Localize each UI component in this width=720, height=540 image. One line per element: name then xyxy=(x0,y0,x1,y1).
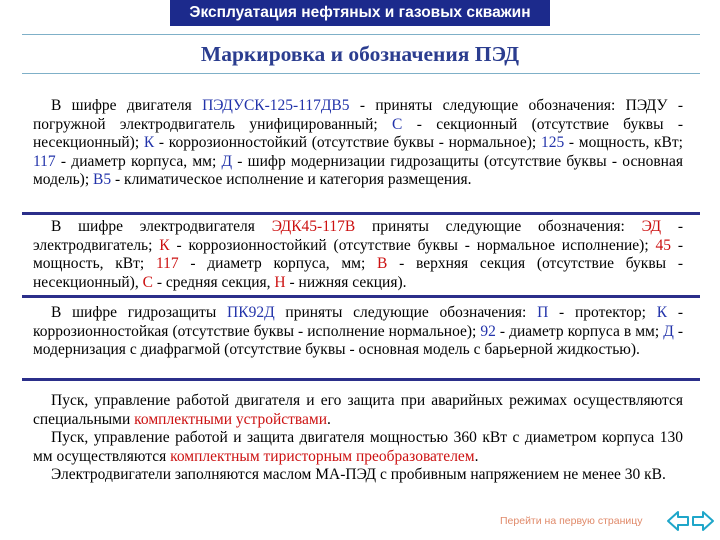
section-text: В шифре электродвигателя ЭДК45-117В приняты следующие обозначения: ЭД - электродвигатель; К - коррозионностойкий (отсутствие буквы - нормальное исполнение); 45 - мощность, кВт; 117 - диаметр корпуса, мм; В - верхняя секция (отсутствие буквы - несекционный), С - средняя секция, Н - нижняя секция). xyxy=(33,218,683,291)
double-arrow-right-icon xyxy=(689,507,717,535)
divider-title xyxy=(22,73,700,74)
note-paragraph: Пуск, управление работой двигателя и его защита при аварийных режимах осуществляются специальными комплектными устройствами. xyxy=(33,392,683,428)
note-paragraph: Пуск, управление работой и защита двигателя мощностью 360 кВт с диаметром корпуса 130 мм осуществляются комплектным тиристорным преобразователем. xyxy=(33,429,683,465)
section-control-notes xyxy=(33,392,683,485)
header-title: Эксплуатация нефтяных и газовых скважин xyxy=(189,4,531,21)
section-ed-code xyxy=(33,218,683,292)
section-separator xyxy=(22,378,700,381)
section-separator xyxy=(22,212,700,215)
back-button[interactable] xyxy=(664,507,692,535)
section-text: В шифре двигателя ПЭДУСК-125-117ДВ5 - приняты следующие обозначения: ПЭДУ - погружной электродвигатель унифицированный; С - секционный (отсутствие буквы - несекционный); К - коррозионностойкий (отсутствие буквы - нормальное); 125 - мощность, кВт; 117 - диаметр корпуса, мм; Д - шифр модернизации гидрозащиты (отсутствие буквы - основная модель); В5 - климатическое исполнение и категория размещения. xyxy=(33,97,683,189)
divider-top xyxy=(22,34,700,35)
section-text: В шифре гидрозащиты ПК92Д приняты следующие обозначения: П - протектор; К - коррозионностойкая (отсутствие буквы - исполнение нормальное); 92 - диаметр корпуса в мм; Д - модернизация с диафрагмой (отсутствие буквы - основная модель с барьерной жидкостью). xyxy=(33,304,683,359)
note-paragraph: Электродвигатели заполняются маслом МА-ПЭД с пробивным напряжением не менее 30 кВ. xyxy=(51,466,666,484)
section-protector-code xyxy=(33,304,683,360)
first-page-link[interactable]: Перейти на первую страницу xyxy=(500,515,643,527)
page-title: Маркировка и обозначения ПЭД xyxy=(200,42,520,66)
section-separator xyxy=(22,295,700,298)
header-title-bar xyxy=(170,0,550,26)
section-ped-code xyxy=(33,97,683,190)
double-arrow-left-icon xyxy=(664,507,692,535)
forward-button[interactable] xyxy=(689,507,717,535)
